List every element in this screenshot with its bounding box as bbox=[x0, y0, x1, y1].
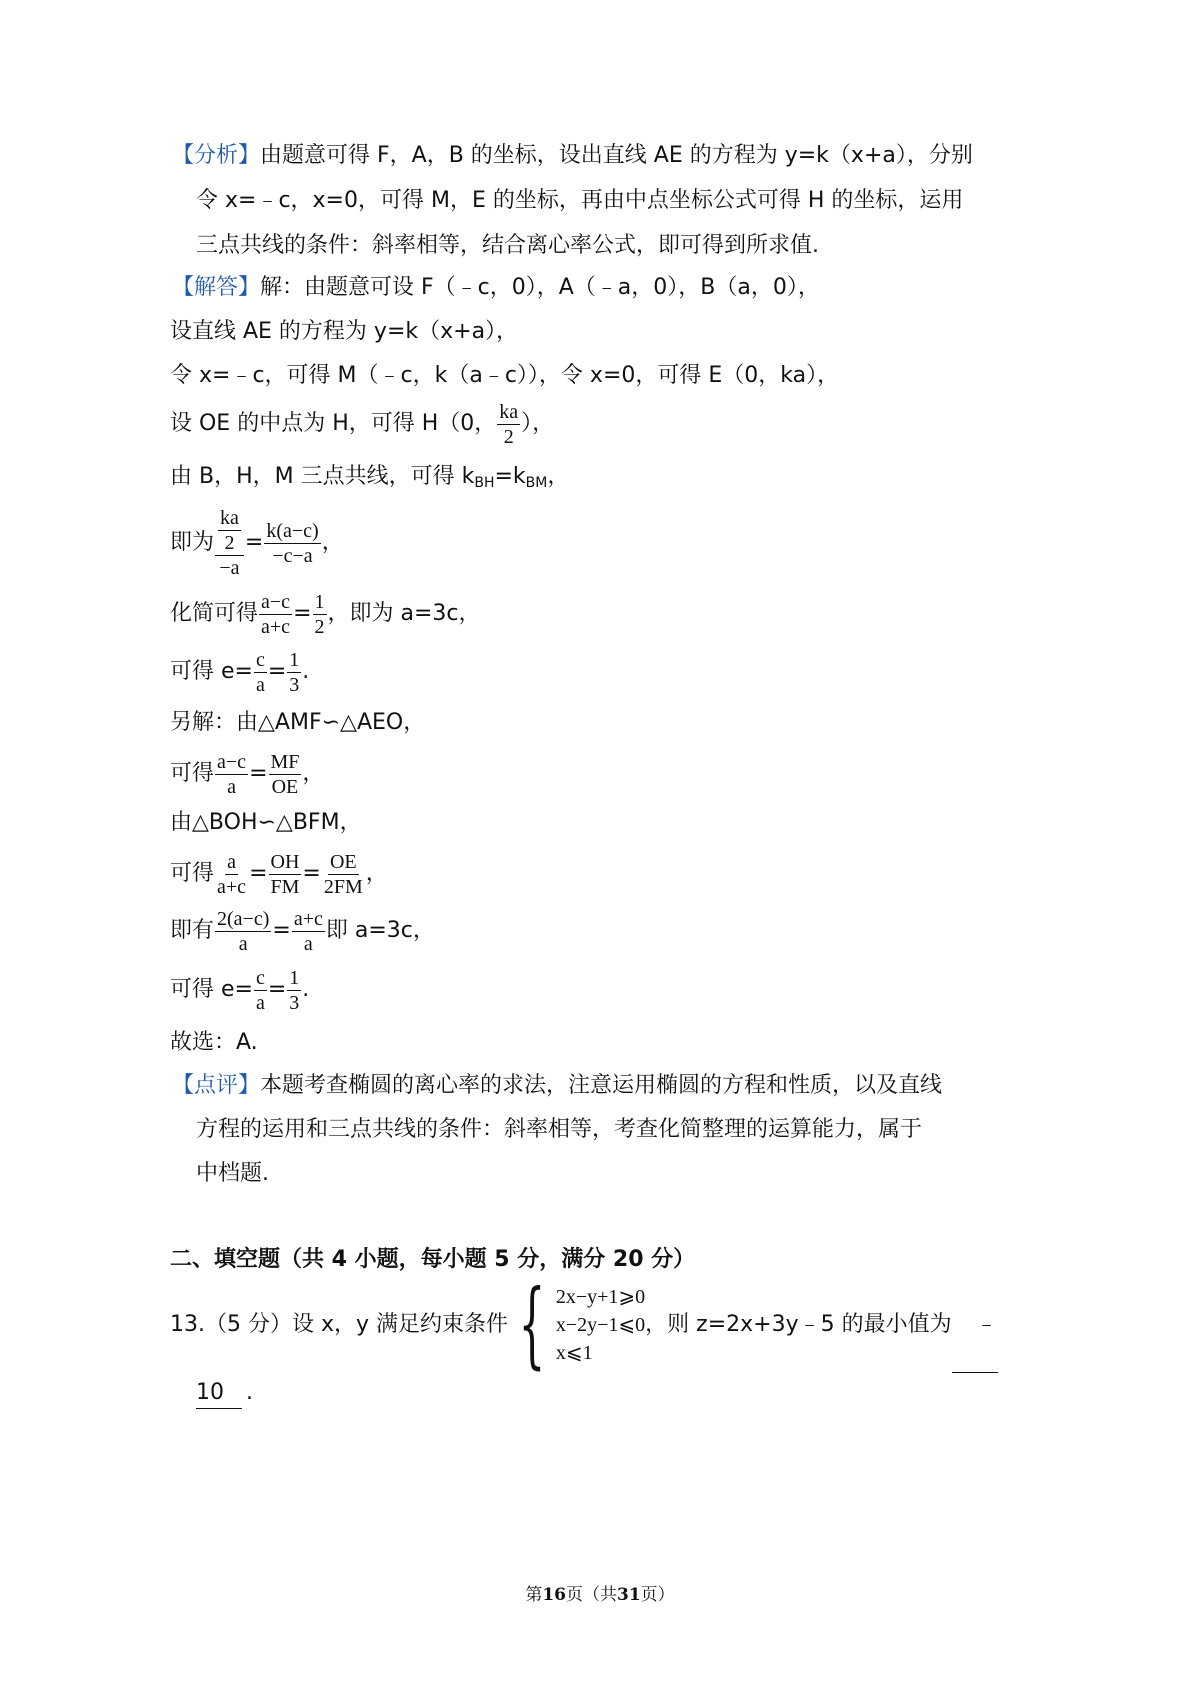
denominator: 3 bbox=[289, 673, 300, 696]
text: 页（共 bbox=[566, 1585, 617, 1605]
alt-line-6 bbox=[170, 964, 309, 1016]
denominator: OE bbox=[271, 775, 299, 798]
constraint-2: x−2y−1⩽0 bbox=[555, 1314, 646, 1336]
alt-line-4 bbox=[170, 848, 388, 900]
numerator: a bbox=[227, 850, 236, 873]
fraction bbox=[215, 850, 248, 899]
text: 即有 bbox=[170, 918, 215, 943]
text: 由 B，H，M 三点共线，可得 k bbox=[170, 464, 475, 489]
fraction bbox=[215, 907, 271, 956]
numerator: a−c bbox=[261, 590, 291, 613]
denominator: 2 bbox=[314, 615, 325, 638]
text: 可得 bbox=[170, 861, 215, 886]
analysis-tag: 【分析】 bbox=[172, 143, 261, 168]
equals: = bbox=[302, 861, 321, 886]
answer-blank-part-1 bbox=[952, 1278, 998, 1373]
equals: = bbox=[272, 918, 291, 943]
numerator: c bbox=[255, 966, 265, 989]
equals: = bbox=[249, 761, 268, 786]
alt-line-2 bbox=[170, 748, 324, 800]
analysis-line-1 bbox=[172, 141, 973, 171]
fraction bbox=[254, 648, 267, 697]
solution-line-8 bbox=[170, 646, 309, 698]
numerator: 1 bbox=[289, 648, 300, 671]
question-13-continued bbox=[196, 1378, 253, 1409]
denominator: a+c bbox=[261, 615, 291, 638]
denominator: FM bbox=[270, 875, 300, 898]
text: 即为 bbox=[170, 530, 215, 555]
numerator: k(a−c) bbox=[266, 519, 319, 542]
solution-line-4 bbox=[170, 398, 554, 450]
compound-fraction bbox=[215, 506, 244, 580]
text: 可得 e= bbox=[170, 659, 253, 684]
subscript: BM bbox=[525, 475, 548, 491]
solution-line-3: 令 x=﹣c，可得 M（﹣c，k（a﹣c）），令 x=0，可得 E（0，ka）， bbox=[170, 363, 840, 388]
fraction bbox=[269, 750, 302, 799]
text: ， bbox=[365, 861, 388, 886]
equals: = bbox=[293, 601, 312, 626]
text: 页） bbox=[640, 1585, 675, 1605]
denominator: a+c bbox=[217, 875, 247, 898]
denominator: −c−a bbox=[272, 544, 313, 567]
answer-text: 10 bbox=[196, 1380, 224, 1405]
equals: = bbox=[267, 659, 287, 684]
numerator: OH bbox=[270, 850, 300, 873]
comment-text-1: 本题考查椭圆的离心率的求法，注意运用椭圆的方程和性质，以及直线 bbox=[260, 1073, 943, 1098]
numerator: ka bbox=[220, 507, 239, 529]
comment-tag: 【点评】 bbox=[172, 1073, 261, 1098]
denominator: 2FM bbox=[323, 875, 363, 898]
numerator: OE bbox=[329, 850, 357, 873]
alt-line-1: 另解：由△AMF∽△AEO， bbox=[170, 710, 426, 735]
fraction bbox=[264, 519, 320, 568]
total-pages: 31 bbox=[617, 1585, 641, 1605]
denominator: 2 bbox=[224, 532, 235, 554]
denominator: a bbox=[303, 932, 313, 955]
numerator: 1 bbox=[289, 966, 300, 989]
numerator: 1 bbox=[314, 590, 325, 613]
numerator: 2(a−c) bbox=[217, 907, 270, 930]
denominator: −a bbox=[219, 557, 240, 579]
solution-line-1 bbox=[172, 273, 820, 303]
numerator: c bbox=[255, 648, 265, 671]
numerator: a−c bbox=[217, 750, 247, 773]
alt-line-3: 由△BOH∽△BFM， bbox=[170, 810, 362, 835]
text: 可得 bbox=[170, 761, 215, 786]
constraint-1: 2x−y+1⩾0 bbox=[555, 1286, 646, 1308]
numerator: a+c bbox=[293, 907, 323, 930]
numerator: ka bbox=[499, 400, 519, 423]
comment-line-1 bbox=[172, 1071, 942, 1101]
question-13 bbox=[170, 1270, 998, 1379]
text: . bbox=[302, 659, 310, 684]
text: 化简可得 bbox=[170, 601, 259, 626]
section-heading: 二、填空题（共 4 小题，每小题 5 分，满分 20 分） bbox=[170, 1247, 696, 1272]
solution-line-2: 设直线 AE 的方程为 y=k（x+a）， bbox=[170, 319, 519, 344]
fraction bbox=[322, 850, 365, 899]
text: 设 OE 的中点为 H，可得 H（0， bbox=[170, 411, 497, 436]
denominator: 2 bbox=[503, 425, 514, 448]
numerator: MF bbox=[270, 750, 300, 773]
text: 即 a=3c， bbox=[325, 918, 435, 943]
question-text: 13.（5 分）设 x，y 满足约束条件 bbox=[170, 1312, 509, 1337]
constraint-list bbox=[556, 1283, 645, 1367]
page-number: 16 bbox=[542, 1585, 566, 1605]
analysis-line-2: 令 x=﹣c，x=0，可得 M，E 的坐标，再由中点坐标公式可得 H 的坐标，运用 bbox=[196, 188, 964, 213]
fraction bbox=[287, 966, 301, 1015]
question-text: ，则 z=2x+3y﹣5 的最小值为 bbox=[645, 1312, 952, 1337]
text: ， bbox=[302, 761, 325, 786]
text: . bbox=[302, 977, 310, 1002]
equals: = bbox=[249, 861, 268, 886]
equals: = bbox=[244, 530, 264, 555]
solution-line-7 bbox=[170, 588, 481, 640]
solution-line-6 bbox=[170, 503, 344, 583]
solution-text-1: 解：由题意可设 F（﹣c，0），A（﹣a，0），B（a，0）， bbox=[260, 275, 820, 300]
subscript: BH bbox=[474, 475, 495, 491]
text: ， bbox=[547, 464, 570, 489]
fraction bbox=[292, 907, 325, 956]
answer-text: ﹣ bbox=[975, 1312, 998, 1337]
alt-line-7: 故选：A. bbox=[170, 1030, 258, 1055]
denominator: a bbox=[238, 932, 248, 955]
fraction bbox=[269, 850, 302, 899]
analysis-line-3: 三点共线的条件：斜率相等，结合离心率公式，即可得到所求值. bbox=[196, 233, 819, 258]
text: . bbox=[246, 1380, 253, 1405]
fraction-ka-2 bbox=[497, 400, 520, 449]
text: ，即为 a=3c， bbox=[327, 601, 481, 626]
text: 第 bbox=[525, 1585, 543, 1605]
numerator bbox=[215, 506, 244, 556]
text: ）， bbox=[521, 411, 555, 436]
denominator: a bbox=[255, 673, 265, 696]
denominator: a bbox=[227, 775, 236, 798]
comment-line-3: 中档题. bbox=[196, 1161, 269, 1186]
answer-blank-part-2 bbox=[196, 1378, 242, 1409]
solution-tag: 【解答】 bbox=[172, 275, 261, 300]
analysis-text-1: 由题意可得 F，A，B 的坐标，设出直线 AE 的方程为 y=k（x+a），分别 bbox=[260, 143, 973, 168]
text: =k bbox=[494, 464, 526, 489]
comment-line-2: 方程的运用和三点共线的条件：斜率相等，考查化简整理的运算能力，属于 bbox=[196, 1117, 923, 1142]
alt-line-5 bbox=[170, 905, 435, 957]
constraint-system bbox=[508, 1270, 646, 1379]
fraction bbox=[287, 648, 301, 697]
inner-fraction bbox=[218, 506, 241, 555]
fraction bbox=[254, 966, 267, 1015]
constraint-3: x⩽1 bbox=[555, 1342, 593, 1364]
fraction bbox=[313, 590, 327, 639]
text: ， bbox=[321, 530, 344, 555]
text: 可得 e= bbox=[170, 977, 253, 1002]
page-footer bbox=[0, 1580, 1200, 1605]
denominator: 3 bbox=[289, 991, 300, 1014]
fraction bbox=[215, 750, 248, 799]
equals: = bbox=[267, 977, 287, 1002]
denominator: a bbox=[255, 991, 265, 1014]
solution-line-5 bbox=[170, 462, 569, 498]
left-brace: { bbox=[518, 1270, 546, 1379]
fraction bbox=[259, 590, 292, 639]
